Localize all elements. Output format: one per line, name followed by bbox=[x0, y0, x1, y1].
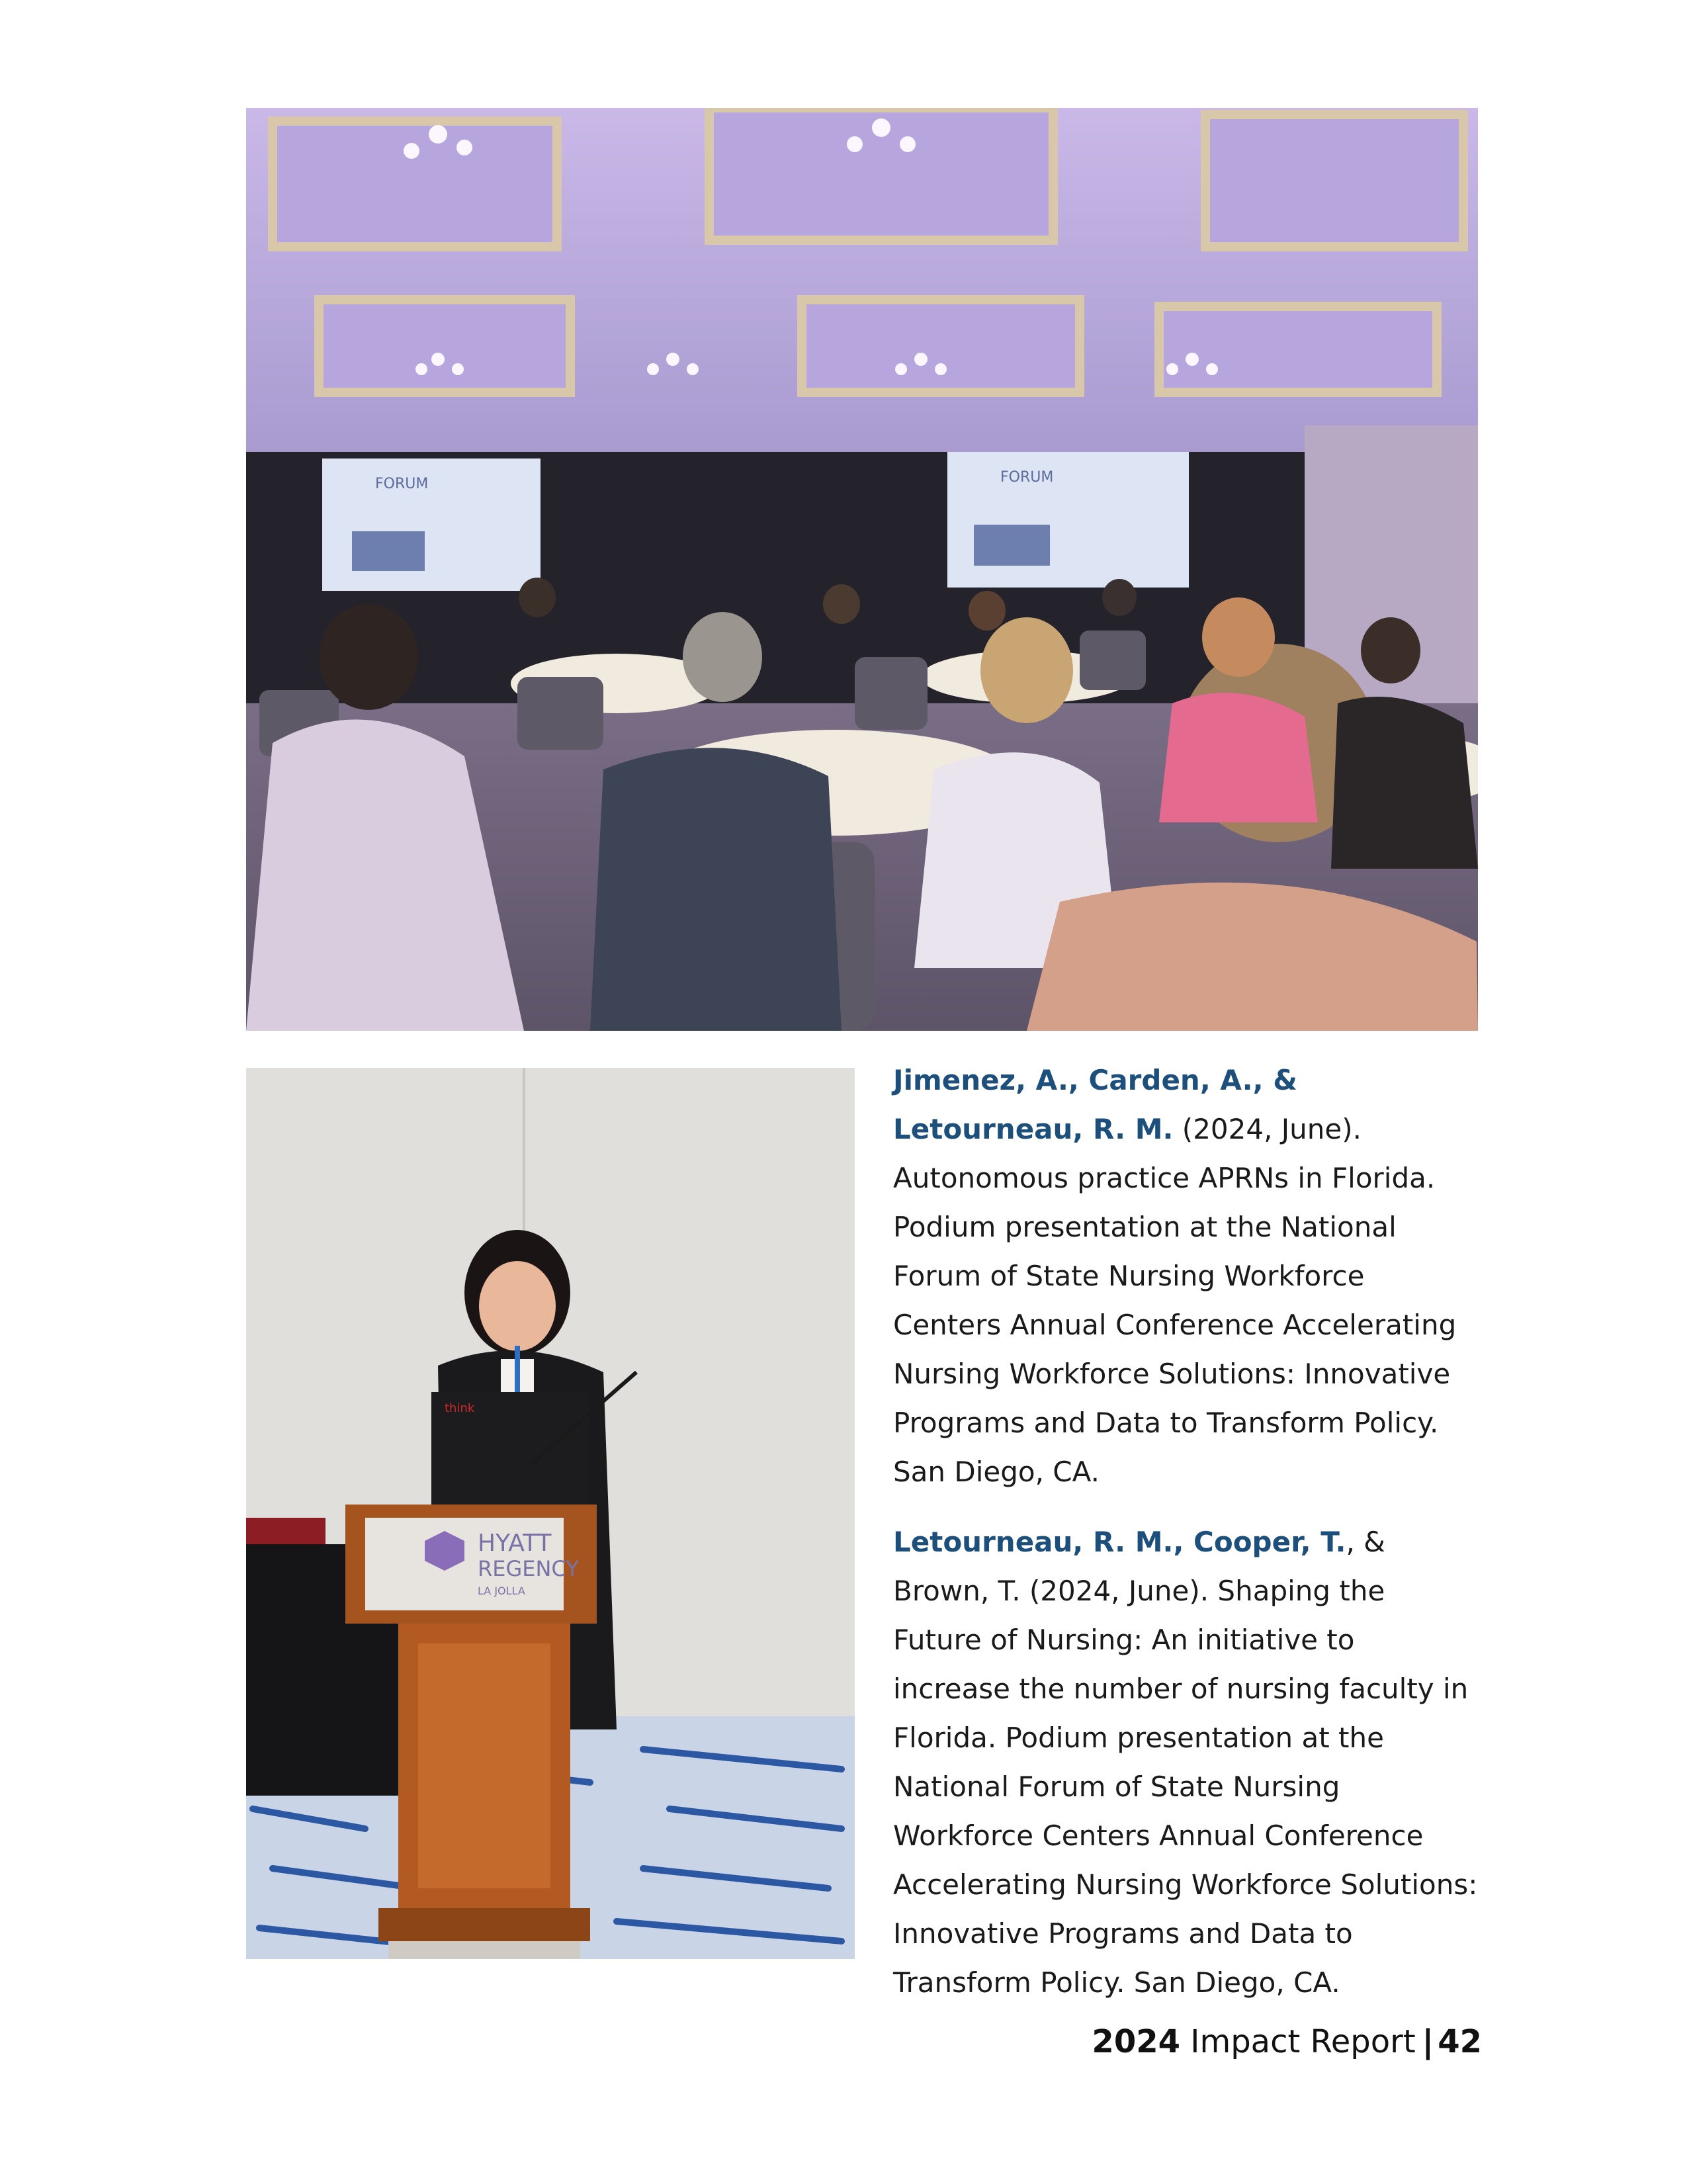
page-footer bbox=[1092, 2023, 1482, 2060]
citation-1 bbox=[893, 1056, 1478, 1497]
podium-sign-hyatt: HYATT bbox=[478, 1530, 552, 1557]
podium-sign-location: LA JOLLA bbox=[478, 1585, 525, 1597]
conference-room-photo bbox=[246, 108, 1478, 1031]
citation-body: (2024, June). Autonomous practice APRNs in Florida. Podium presentation at the National Forum of State Nursing Workforce Centers Annual Conference Accelerating Nursing Workforce Solutions: Innovative Programs and Data to Transform Policy. San Diego, CA. bbox=[893, 1113, 1457, 1488]
footer-title: Impact Report bbox=[1190, 2023, 1416, 2060]
footer-separator: | bbox=[1422, 2023, 1434, 2060]
citation-2 bbox=[893, 1518, 1478, 2007]
citation-authors: Jimenez, A., Carden, A., & Letourneau, R. M. bbox=[893, 1064, 1297, 1145]
page-number: 42 bbox=[1438, 2023, 1482, 2060]
citation-body: , & Brown, T. (2024, June). Shaping the Future of Nursing: An initiative to increase the number of nursing faculty in Florida. Podium presentation at the National Forum of State Nursing Workforce Centers Annual Conference Accelerating Nursing Workforce Solutions: Innovative Programs and Data to Transform Policy. San Diego, CA. bbox=[893, 1526, 1478, 1999]
citation-authors: Letourneau, R. M., Cooper, T. bbox=[893, 1526, 1346, 1558]
speaker-podium-photo bbox=[246, 1068, 855, 1959]
citations-list bbox=[893, 1056, 1478, 2029]
conference-room-illustration bbox=[246, 108, 1478, 1031]
podium-sign-regency: REGENCY bbox=[478, 1556, 579, 1581]
screen-logo-left: FORUM bbox=[375, 476, 429, 492]
screen-logo-right: FORUM bbox=[1000, 469, 1054, 486]
laptop-brand-label: think bbox=[445, 1401, 475, 1415]
speaker-podium-illustration bbox=[246, 1068, 855, 1959]
footer-year: 2024 bbox=[1092, 2023, 1181, 2060]
